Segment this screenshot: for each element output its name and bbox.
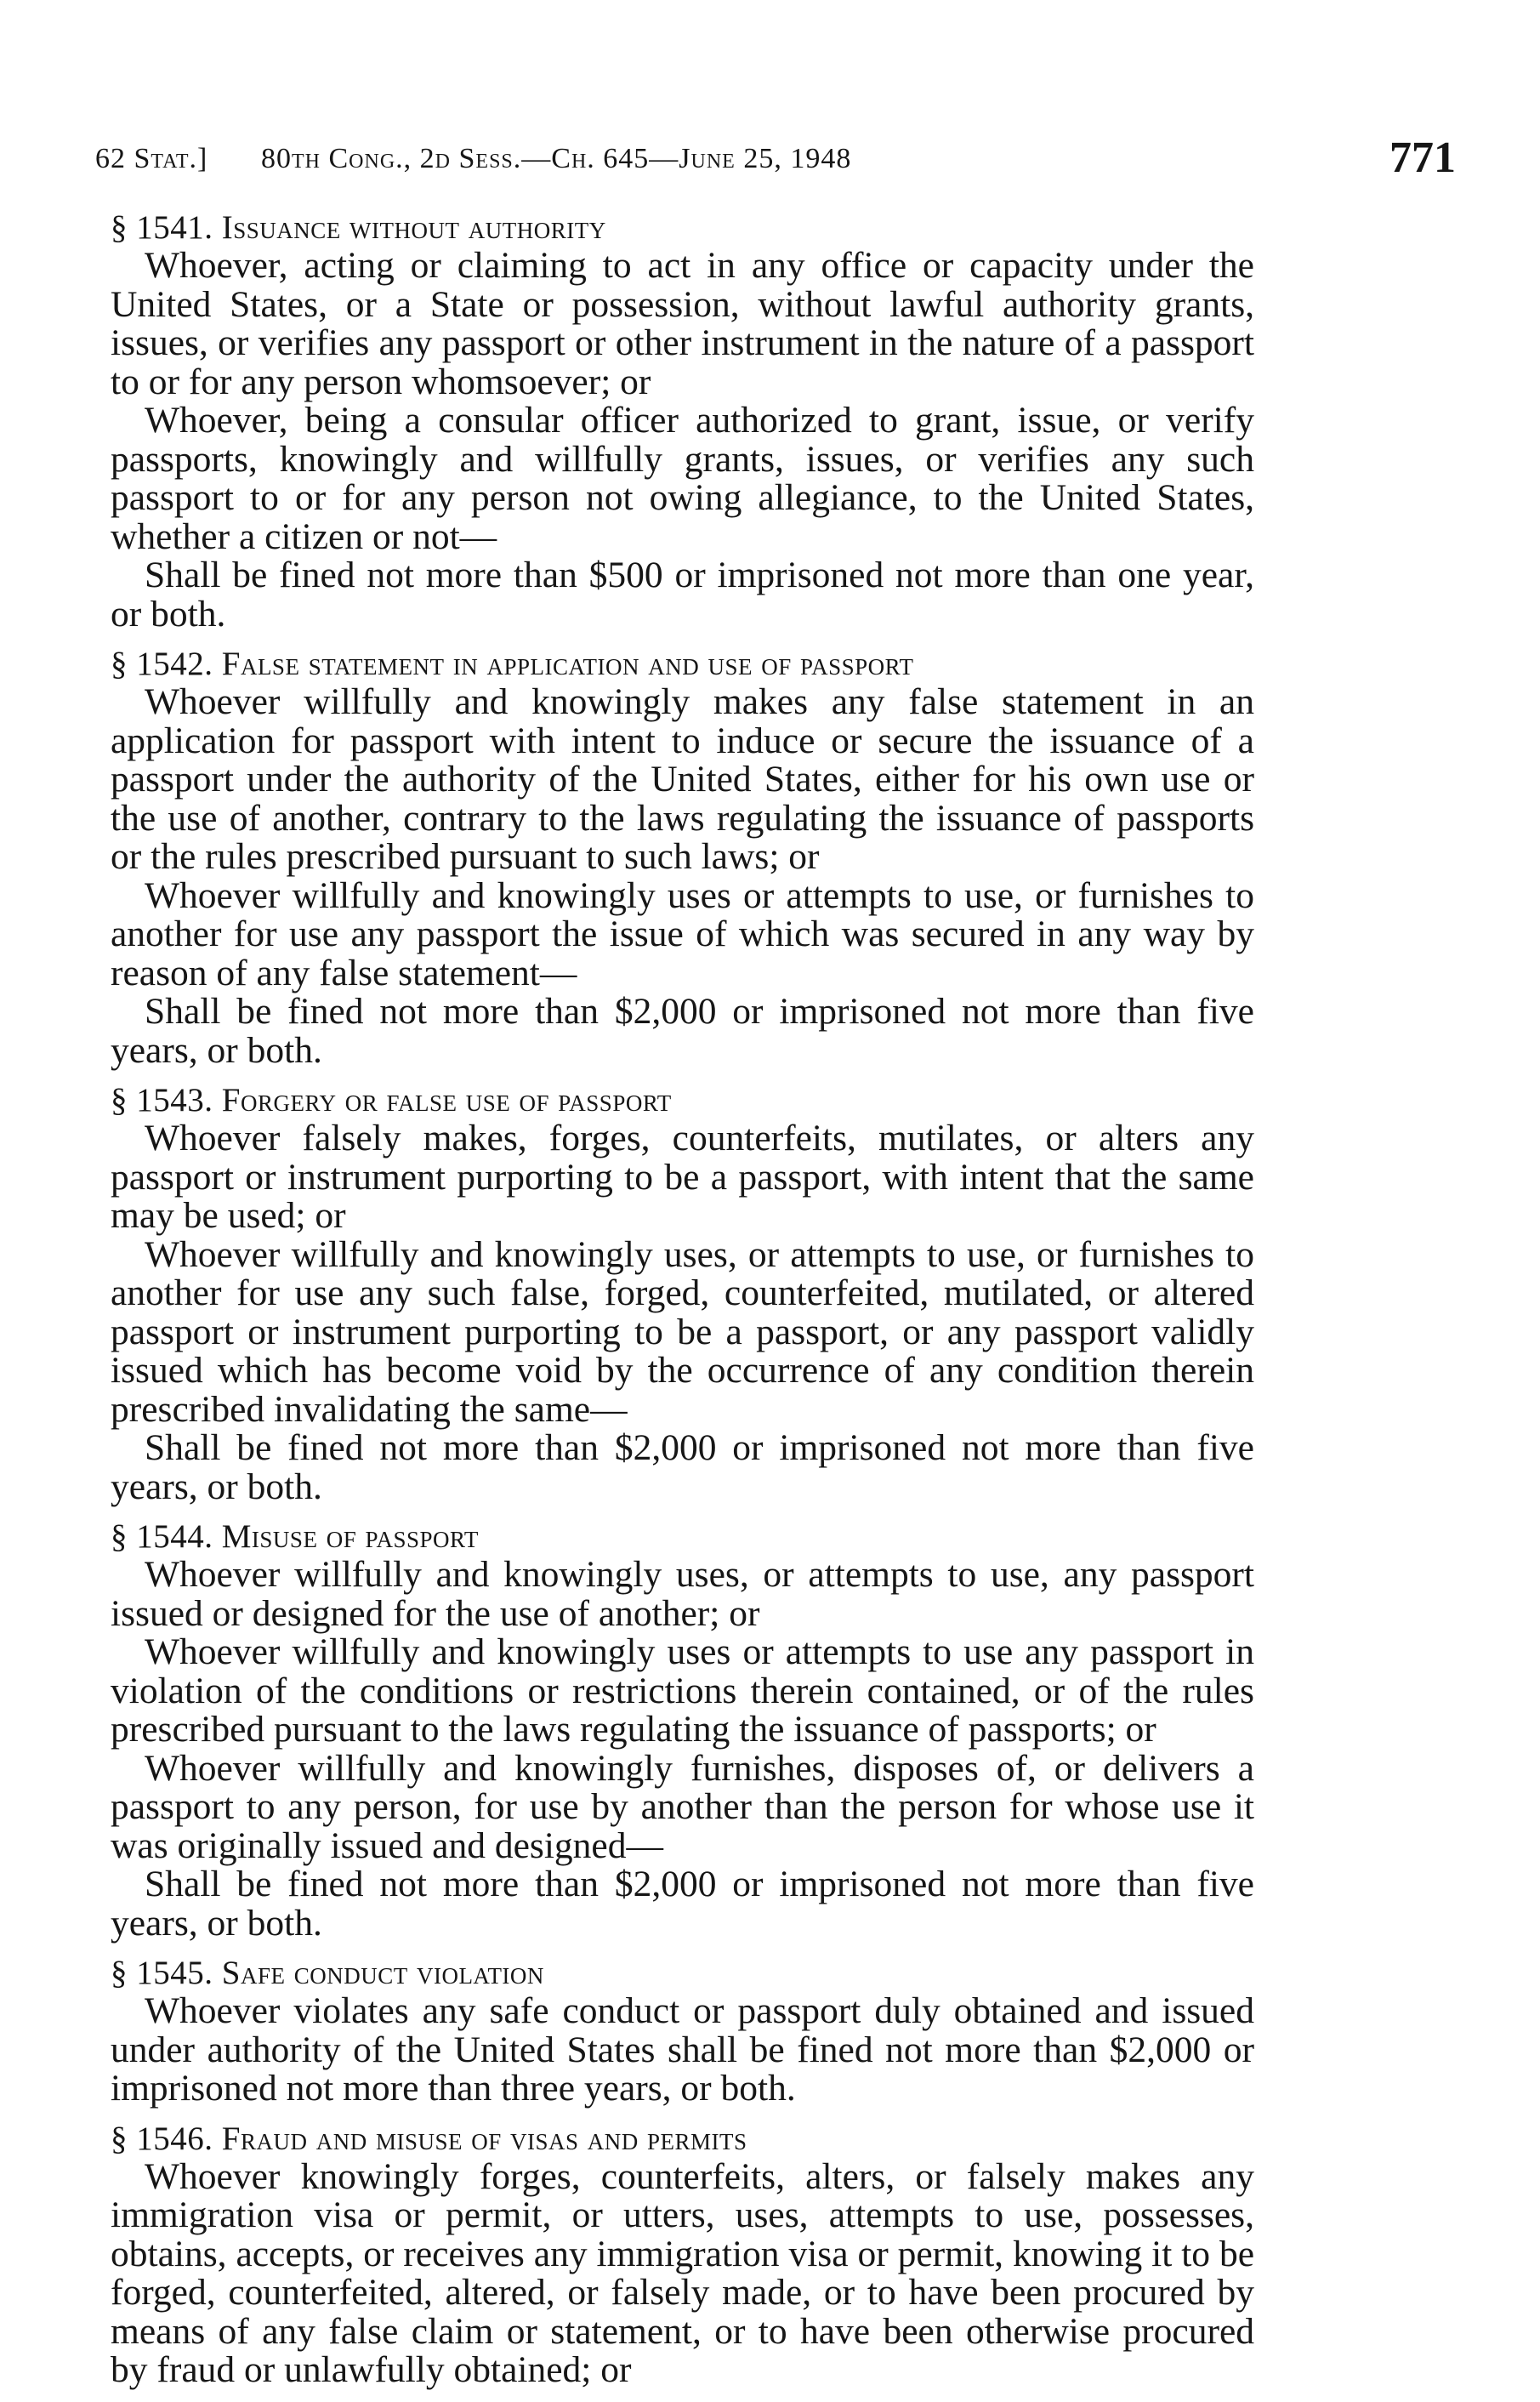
- section-heading: [111, 1518, 1254, 1556]
- section-number: § 1545.: [111, 1955, 213, 1991]
- section-penalty: Shall be fined not more than $2,000 or imprisoned not more than five years, or both.: [111, 1864, 1254, 1944]
- section-heading: [111, 1082, 1254, 1119]
- section-1543: [111, 1082, 1254, 1506]
- session-citation: 80th Cong., 2d Sess.—Ch. 645—June 25, 1948: [261, 143, 852, 174]
- section-number: § 1542.: [111, 646, 213, 682]
- section-paragraph: Whoever falsely makes, forges, counterfeits, mutilates, or alters any passport or instrument purporting to be a passport, with intent that the same may be used; or: [111, 1118, 1254, 1236]
- section-heading: [111, 2120, 1254, 2158]
- section-paragraph: Whoever violates any safe conduct or passport duly obtained and issued under authority of the United States shall be fined not more than $2,000 or imprisoned not more than three years, or both.: [111, 1990, 1254, 2109]
- volume-citation: 62 Stat.]: [95, 143, 208, 174]
- section-number: § 1544.: [111, 1518, 213, 1555]
- section-paragraph: Whoever willfully and knowingly uses, or attempts to use, or furnishes to another for use any such false, forged, counterfeited, mutilated, or altered passport or instrument purporting to be a passport, or any passport validly issued which has become void by the occurrence of any condition therein prescribed invalidating the same—: [111, 1233, 1254, 1430]
- page-number: 771: [1389, 134, 1456, 182]
- section-heading: [111, 646, 1254, 683]
- section-1545: [111, 1955, 1254, 2109]
- section-heading: [111, 1955, 1254, 1992]
- section-1544: [111, 1518, 1254, 1943]
- section-paragraph: Whoever willfully and knowingly uses or attempts to use any passport in violation of the conditions or restrictions therein contained, or of the rules prescribed pursuant to the laws regulating the issuance of passports; or: [111, 1631, 1254, 1750]
- section-number: § 1543.: [111, 1082, 213, 1118]
- section-paragraph: Whoever knowingly forges, counterfeits, alters, or falsely makes any immigration visa or permit, or utters, uses, attempts to use, possesses, obtains, accepts, or receives any immigration visa or permit, knowing it to be forged, counterfeited, altered, or falsely made, or to have been procured by means of any false claim or statement, or to have been otherwise procured by fraud or unlawfully obtained; or: [111, 2155, 1254, 2390]
- section-number: § 1541.: [111, 209, 213, 246]
- section-penalty: Shall be fined not more than $2,000 or imprisoned not more than five years, or both.: [111, 991, 1254, 1071]
- section-1541: [111, 209, 1254, 634]
- section-paragraph: Whoever willfully and knowingly furnishes, disposes of, or delivers a passport to any person, for use by another than the person for whose use it was originally issued and designed—: [111, 1747, 1254, 1866]
- section-1546: [111, 2120, 1254, 2390]
- section-title: Issuance without authority: [221, 209, 606, 246]
- section-paragraph: Whoever, being a consular officer authorized to grant, issue, or verify passports, knowingly and willfully grants, issues, or verifies any such passport to or for any person not owing allegiance, to the United States, whether a citizen or not—: [111, 400, 1254, 557]
- section-number: § 1546.: [111, 2120, 213, 2157]
- section-title: Fraud and misuse of visas and permits: [221, 2120, 747, 2157]
- section-title: Misuse of passport: [221, 1518, 479, 1555]
- section-1542: [111, 646, 1254, 1070]
- section-paragraph: Whoever willfully and knowingly uses or attempts to use, or furnishes to another for use any passport the issue of which was secured in any way by reason of any false statement—: [111, 874, 1254, 993]
- section-paragraph: Whoever willfully and knowingly uses, or attempts to use, any passport issued or designed for the use of another; or: [111, 1554, 1254, 1634]
- section-penalty: Shall be fined not more than $500 or imprisoned not more than one year, or both.: [111, 555, 1254, 635]
- section-title: Safe conduct violation: [221, 1955, 544, 1991]
- section-title: Forgery or false use of passport: [221, 1082, 672, 1118]
- statute-text: [111, 209, 1254, 2402]
- section-paragraph: Whoever willfully and knowingly makes any false statement in an application for passport with intent to induce or secure the issuance of a passport under the authority of the United States, either for his own use or the use of another, contrary to the laws regulating the issuance of passports or the rules prescribed pursuant to such laws; or: [111, 681, 1254, 877]
- section-penalty: Shall be fined not more than $2,000 or imprisoned not more than five years, or both.: [111, 1427, 1254, 1507]
- section-paragraph: Whoever, acting or claiming to act in any office or capacity under the United States, or a State or possession, without lawful authority grants, issues, or verifies any passport or other instrument in the nature of a passport to or for any person whomsoever; or: [111, 245, 1254, 402]
- section-title: False statement in application and use of passport: [221, 646, 914, 682]
- running-head: [95, 136, 1456, 187]
- section-heading: [111, 209, 1254, 247]
